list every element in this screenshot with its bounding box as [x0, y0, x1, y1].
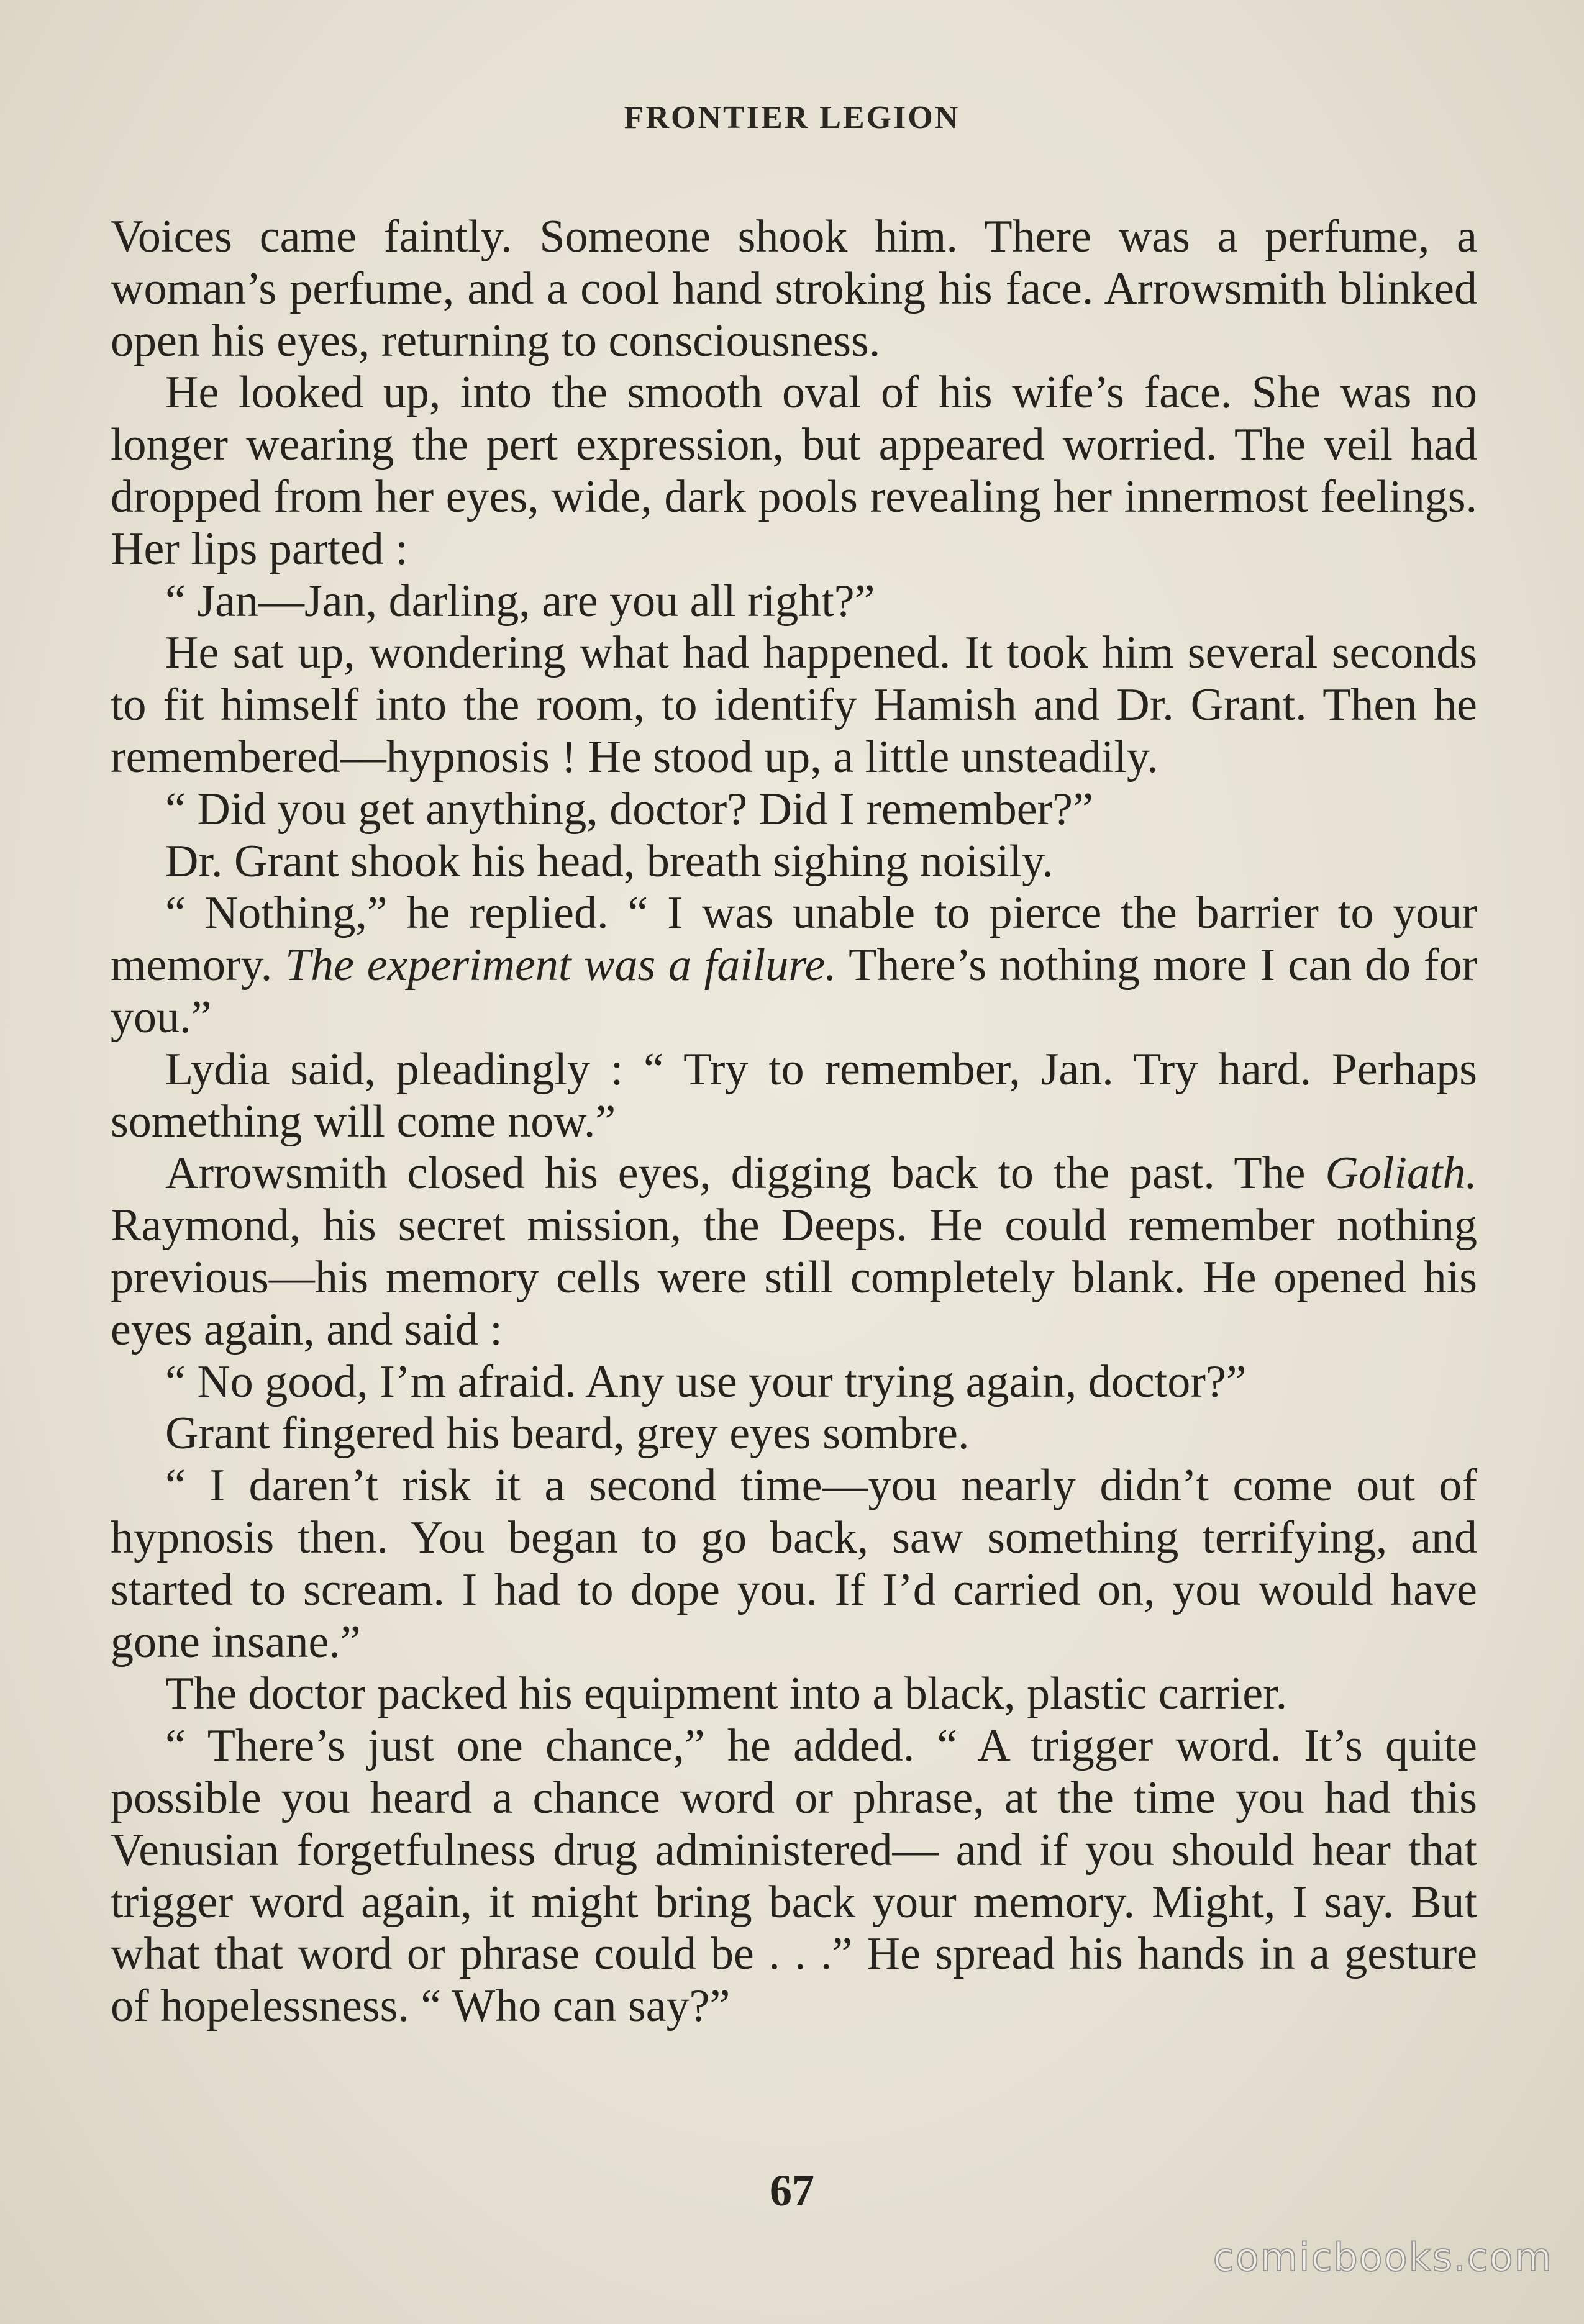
paragraph: Grant fingered his beard, grey eyes sombre.: [165, 1408, 970, 1459]
dialogue-line: “ Jan—Jan, darling, are you all right?”: [165, 575, 875, 627]
paragraph: Voices came faintly. Someone shook him. There was a perfume, a woman’s perfume, and a cool hand stroking his face. Arrowsmith blinked open his eyes, returning to consciousness.: [111, 211, 1477, 366]
text-run: Raymond, his secret mission, the Deeps. He could remember nothing previous—his memory cells were still completely blank. He opened his eyes again, and said :: [111, 1200, 1477, 1355]
body-text: [111, 211, 1477, 2033]
text-run: There’s nothing more I can do for you.”: [111, 940, 1477, 1043]
paragraph: [111, 887, 1477, 1043]
paragraph: Dr. Grant shook his head, breath sighing noisily.: [165, 835, 1054, 887]
paragraph: The doctor packed his equipment into a black, plastic carrier.: [165, 1668, 1288, 1720]
running-head: FRONTIER LEGION: [624, 100, 960, 135]
paragraph: Lydia said, pleadingly : “ Try to remember, Jan. Try hard. Perhaps something will come now.”: [111, 1043, 1477, 1147]
italic-ship-name: Goliath.: [1325, 1148, 1477, 1199]
text-run: “ Nothing,” he replied. “ I was unable to pierce the barrier to your memory.: [111, 887, 1477, 991]
paragraph: He sat up, wondering what had happened. It took him several seconds to fit himself into the room, to identify Hamish and Dr. Grant. Then he remembered—hypnosis ! He stood up, a little unsteadily.: [111, 627, 1477, 783]
text-run: Arrowsmith closed his eyes, digging back to the past. The: [165, 1148, 1326, 1199]
dialogue-line: “ No good, I’m afraid. Any use your trying again, doctor?”: [165, 1356, 1247, 1407]
watermark: comicbooks.com: [1213, 2235, 1553, 2280]
dialogue-line: “ Did you get anything, doctor? Did I remember?”: [165, 783, 1093, 835]
paragraph: “ There’s just one chance,” he added. “ A trigger word. It’s quite possible you heard a chance word or phrase, at the time you had this Venusian forgetfulness drug administered— and if you should hear that trigger word again, it might bring back your memory. Might, I say. But what that word or phrase could be . . .” He spread his hands in a gesture of hopelessness. “ Who can say?”: [111, 1720, 1477, 2032]
page-number: 67: [770, 2166, 814, 2215]
paragraph: “ I daren’t risk it a second time—you nearly didn’t come out of hypnosis then. You began to go back, saw something terrifying, and started to scream. I had to dope you. If I’d carried on, you would have gone insane.”: [111, 1460, 1477, 1668]
paragraph: He looked up, into the smooth oval of his wife’s face. She was no longer wearing the pert expression, but appeared worried. The veil had dropped from her eyes, wide, dark pools revealing her innermost feelings. Her lips parted :: [111, 367, 1477, 574]
paragraph: [111, 1148, 1477, 1356]
italic-phrase: The experiment was a failure.: [285, 940, 837, 991]
